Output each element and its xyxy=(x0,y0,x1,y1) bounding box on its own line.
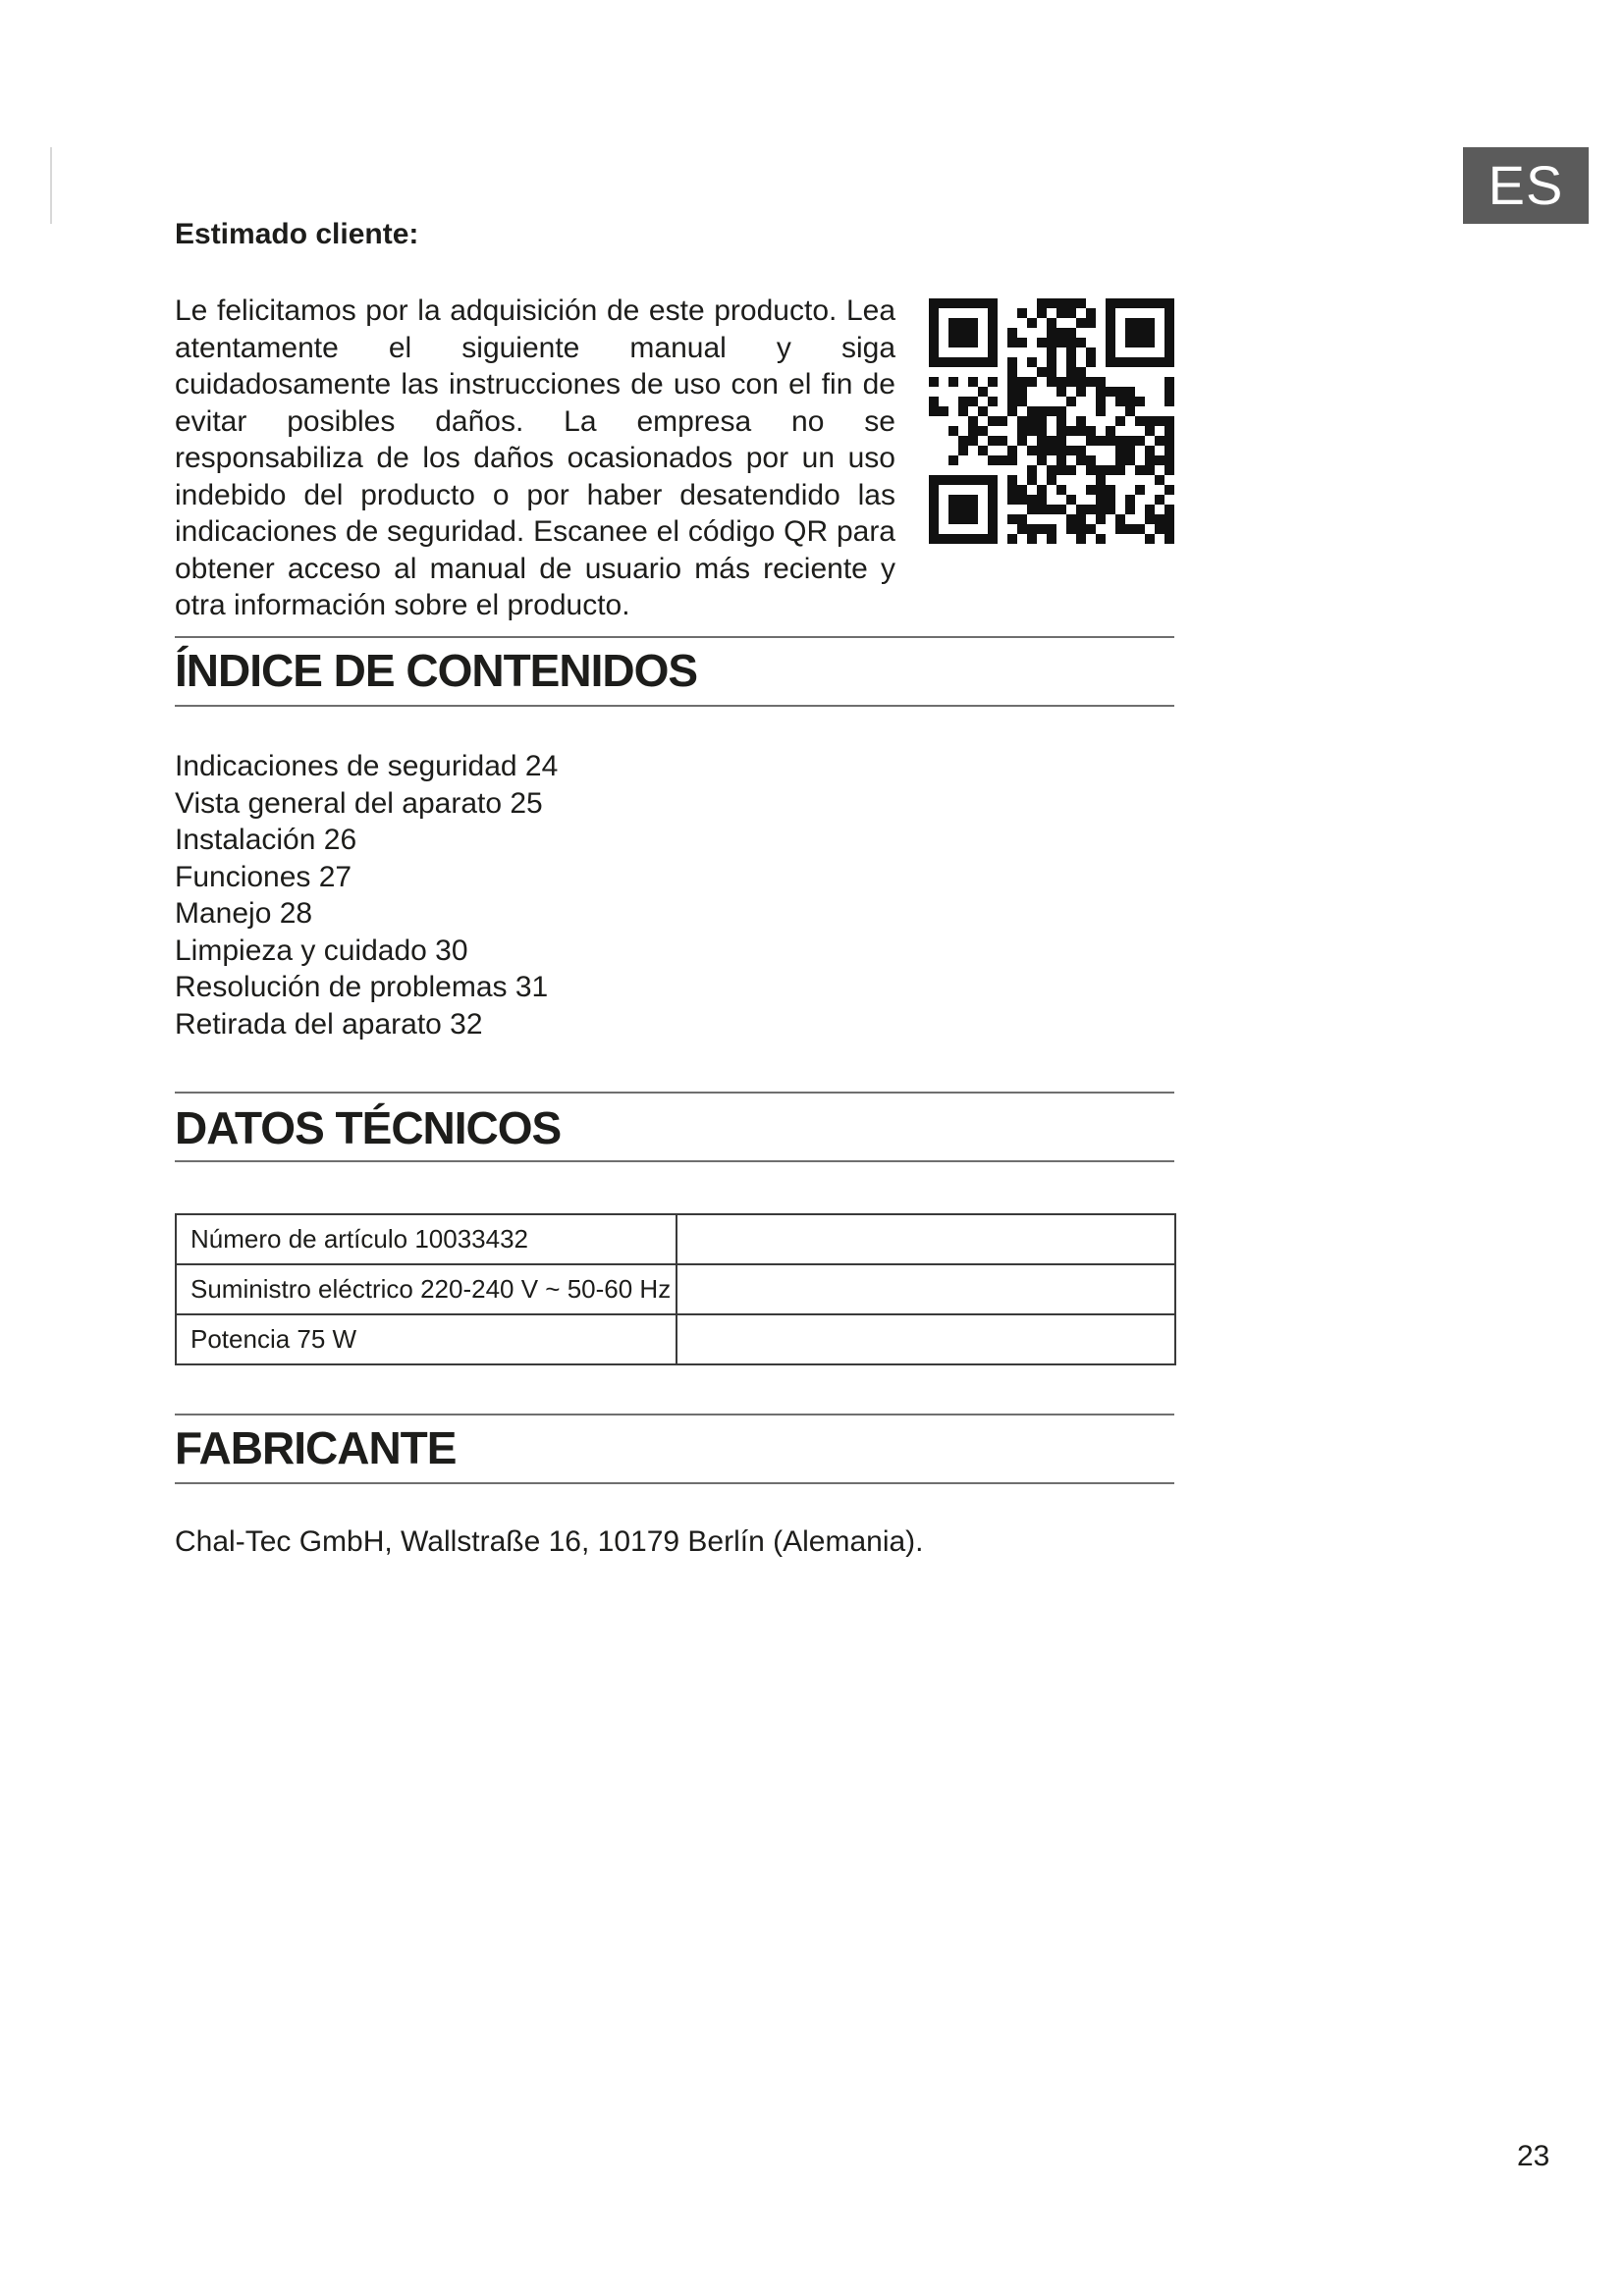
table-cell xyxy=(677,1214,1175,1264)
table-cell: Potencia 75 W xyxy=(176,1314,677,1364)
table-cell: Número de artículo 10033432 xyxy=(176,1214,677,1264)
section-rule xyxy=(175,636,1174,638)
table-cell xyxy=(677,1314,1175,1364)
toc-item[interactable]: Indicaciones de seguridad 24 xyxy=(175,750,559,782)
section-rule xyxy=(175,705,1174,707)
margin-rule xyxy=(50,147,52,224)
greeting: Estimado cliente: xyxy=(175,218,419,250)
qr-code[interactable] xyxy=(929,298,1174,544)
manufacturer-address: Chal-Tec GmbH, Wallstraße 16, 10179 Berlín (Alemania). xyxy=(175,1525,924,1558)
table-of-contents xyxy=(175,748,558,1042)
table-cell: Suministro eléctrico 220-240 V ~ 50-60 Hz xyxy=(176,1264,677,1314)
specs-title: DATOS TÉCNICOS xyxy=(175,1102,562,1153)
toc-item[interactable]: Instalación 26 xyxy=(175,824,357,856)
specs-table xyxy=(175,1213,1176,1365)
section-rule xyxy=(175,1414,1174,1415)
manufacturer-title: FABRICANTE xyxy=(175,1422,457,1473)
intro-paragraph: Le felicitamos por la adquisición de este producto. Lea atentamente el siguiente manual y siga cuidadosamente las instrucciones de uso con el fin de evitar posibles daños. La empresa no se responsabiliza de los daños ocasionados por un uso indebido del producto o por haber desatendido las indicaciones de seguridad. Escanee el código QR para obtener acceso al manual de usuario más reciente y otra información sobre el producto. xyxy=(175,294,895,621)
table-row xyxy=(176,1264,1175,1314)
table-cell xyxy=(677,1264,1175,1314)
toc-item[interactable]: Limpieza y cuidado 30 xyxy=(175,934,468,967)
language-tab: ES xyxy=(1463,147,1589,224)
section-rule xyxy=(175,1092,1174,1094)
toc-title: ÍNDICE DE CONTENIDOS xyxy=(175,645,698,696)
table-row xyxy=(176,1214,1175,1264)
section-rule xyxy=(175,1482,1174,1484)
toc-item[interactable]: Resolución de problemas 31 xyxy=(175,971,549,1003)
section-rule xyxy=(175,1160,1174,1162)
toc-item[interactable]: Manejo 28 xyxy=(175,897,313,930)
toc-item[interactable]: Retirada del aparato 32 xyxy=(175,1007,483,1041)
toc-item[interactable]: Funciones 27 xyxy=(175,860,352,893)
toc-item[interactable]: Vista general del aparato 25 xyxy=(175,786,543,820)
table-row xyxy=(176,1314,1175,1364)
page-number: 23 xyxy=(1517,2140,1550,2172)
